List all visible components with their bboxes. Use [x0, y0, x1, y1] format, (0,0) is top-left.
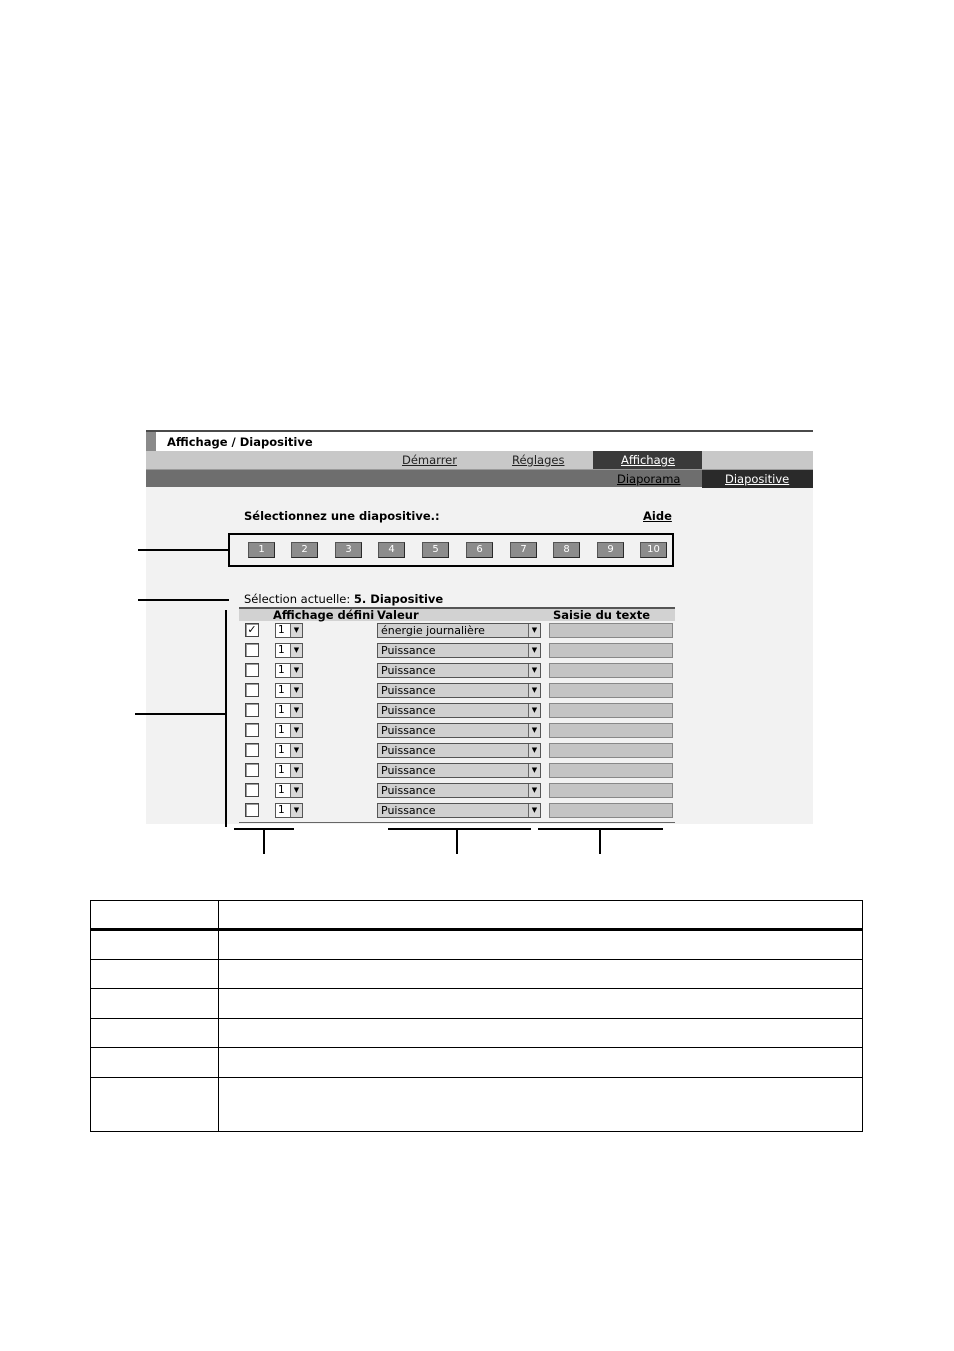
chevron-down-icon: ▼ [528, 804, 540, 817]
header-text: Saisie du texte [553, 608, 651, 622]
table-row [239, 701, 675, 721]
legend-header-rule [91, 928, 862, 931]
display-number-select[interactable] [275, 723, 303, 738]
display-number-select[interactable] [275, 703, 303, 718]
display-number-value: 1 [278, 744, 285, 756]
display-number-select[interactable] [275, 623, 303, 638]
display-number-value: 1 [278, 664, 285, 676]
check-icon: ✓ [247, 623, 257, 636]
current-selection-label: Sélection actuelle: [244, 592, 351, 606]
title-bar [146, 430, 813, 451]
slide-settings-panel [146, 430, 813, 824]
nav-demarrer[interactable]: Démarrer [402, 453, 457, 467]
chevron-down-icon: ▼ [290, 764, 302, 777]
help-link[interactable]: Aide [643, 509, 672, 523]
row-checkbox[interactable] [245, 743, 259, 757]
row-checkbox[interactable] [245, 683, 259, 697]
slide-button-6[interactable]: 6 [466, 542, 493, 558]
chevron-down-icon: ▼ [290, 624, 302, 637]
chevron-down-icon: ▼ [528, 624, 540, 637]
row-checkbox[interactable] [245, 723, 259, 737]
row-checkbox[interactable] [245, 703, 259, 717]
nav-reglages[interactable]: Réglages [512, 453, 565, 467]
nav-affichage[interactable]: Affichage [621, 453, 676, 467]
slide-select-label: Sélectionnez une diapositive.: [244, 509, 440, 523]
display-number-value: 1 [278, 784, 285, 796]
header-display: Affichage défini [273, 608, 375, 622]
title-marker [146, 432, 156, 451]
value-select-value: Puissance [381, 744, 436, 757]
display-number-select[interactable] [275, 763, 303, 778]
row-checkbox[interactable] [245, 783, 259, 797]
display-number-value: 1 [278, 684, 285, 696]
value-select[interactable] [377, 743, 541, 758]
header-value: Valeur [377, 608, 419, 622]
display-number-select[interactable] [275, 803, 303, 818]
table-row [239, 781, 675, 801]
value-select-value: Puissance [381, 684, 436, 697]
value-select-value: Puissance [381, 664, 436, 677]
display-number-select[interactable] [275, 783, 303, 798]
secondary-nav [146, 469, 813, 487]
table-row [239, 661, 675, 681]
display-number-select[interactable] [275, 663, 303, 678]
chevron-down-icon: ▼ [290, 644, 302, 657]
chevron-down-icon: ▼ [528, 664, 540, 677]
page-title: Affichage / Diapositive [167, 435, 313, 449]
row-checkbox[interactable] [245, 763, 259, 777]
value-select-value: énergie journalière [381, 624, 485, 637]
value-select[interactable] [377, 783, 541, 798]
callout-bracket-3 [225, 610, 227, 827]
value-select[interactable] [377, 763, 541, 778]
text-input[interactable] [549, 623, 673, 638]
chevron-down-icon: ▼ [528, 704, 540, 717]
legend-row-rule [91, 1018, 862, 1019]
display-number-value: 1 [278, 644, 285, 656]
table-row [239, 641, 675, 661]
table-row [239, 681, 675, 701]
text-input[interactable] [549, 803, 673, 818]
table-row [239, 721, 675, 741]
callout-line-2 [138, 599, 229, 601]
slide-button-1[interactable]: 1 [248, 542, 275, 558]
row-checkbox[interactable] [245, 803, 259, 817]
chevron-down-icon: ▼ [290, 684, 302, 697]
value-select-value: Puissance [381, 804, 436, 817]
text-input[interactable] [549, 763, 673, 778]
value-select[interactable] [377, 703, 541, 718]
value-select[interactable] [377, 623, 541, 638]
table-row [239, 761, 675, 781]
callout-line-6 [599, 830, 601, 854]
callout-line-4 [263, 830, 265, 854]
chevron-down-icon: ▼ [290, 804, 302, 817]
nav-affichage-active [593, 451, 702, 469]
table-row [239, 801, 675, 821]
slide-button-group [228, 533, 674, 567]
value-select[interactable] [377, 643, 541, 658]
tab-diapositive-active [702, 470, 813, 488]
value-select[interactable] [377, 803, 541, 818]
slide-button-7[interactable]: 7 [510, 542, 537, 558]
text-input[interactable] [549, 683, 673, 698]
chevron-down-icon: ▼ [290, 744, 302, 757]
value-select-value: Puissance [381, 704, 436, 717]
text-input[interactable] [549, 663, 673, 678]
chevron-down-icon: ▼ [528, 744, 540, 757]
slide-button-10[interactable]: 10 [640, 542, 667, 558]
current-selection-value: 5. Diapositive [353, 592, 444, 606]
slide-button-5[interactable]: 5 [422, 542, 449, 558]
chevron-down-icon: ▼ [528, 784, 540, 797]
text-input[interactable] [549, 703, 673, 718]
callout-line-5 [456, 830, 458, 854]
display-number-value: 1 [278, 704, 285, 716]
text-input[interactable] [549, 723, 673, 738]
legend-row-rule [91, 988, 862, 989]
display-number-select[interactable] [275, 683, 303, 698]
value-select-value: Puissance [381, 784, 436, 797]
text-input[interactable] [549, 783, 673, 798]
text-input[interactable] [549, 743, 673, 758]
value-select[interactable] [377, 663, 541, 678]
legend-row-rule [91, 1047, 862, 1048]
row-checkbox[interactable] [245, 663, 259, 677]
chevron-down-icon: ▼ [528, 684, 540, 697]
callout-bracket-5 [388, 828, 531, 830]
callout-line-3 [135, 713, 226, 715]
chevron-down-icon: ▼ [528, 724, 540, 737]
table-row [239, 741, 675, 761]
tab-diaporama[interactable]: Diaporama [617, 472, 681, 486]
chevron-down-icon: ▼ [528, 644, 540, 657]
slide-button-9[interactable]: 9 [597, 542, 624, 558]
legend-row-rule [91, 959, 862, 960]
chevron-down-icon: ▼ [290, 704, 302, 717]
legend-row-rule [91, 1077, 862, 1078]
display-number-value: 1 [278, 764, 285, 776]
value-select[interactable] [377, 723, 541, 738]
value-select-value: Puissance [381, 644, 436, 657]
table-bottom-border [239, 822, 675, 823]
value-select[interactable] [377, 683, 541, 698]
chevron-down-icon: ▼ [528, 764, 540, 777]
slide-button-8[interactable]: 8 [553, 542, 580, 558]
row-checkbox[interactable] [245, 623, 259, 637]
slide-button-2[interactable]: 2 [291, 542, 318, 558]
chevron-down-icon: ▼ [290, 784, 302, 797]
chevron-down-icon: ▼ [290, 664, 302, 677]
value-select-value: Puissance [381, 764, 436, 777]
table-header [239, 607, 675, 621]
value-select-value: Puissance [381, 724, 436, 737]
display-number-value: 1 [278, 724, 285, 736]
display-number-select[interactable] [275, 643, 303, 658]
display-number-value: 1 [278, 624, 285, 636]
chevron-down-icon: ▼ [290, 724, 302, 737]
table-row [239, 621, 675, 641]
primary-nav [146, 451, 813, 469]
display-number-select[interactable] [275, 743, 303, 758]
legend-column-divider [218, 901, 219, 1131]
row-checkbox[interactable] [245, 643, 259, 657]
slide-button-3[interactable]: 3 [335, 542, 362, 558]
legend-table [90, 900, 863, 1132]
callout-line-1 [138, 549, 228, 551]
current-selection [244, 592, 443, 606]
slide-button-4[interactable]: 4 [378, 542, 405, 558]
tab-diapositive[interactable]: Diapositive [725, 472, 790, 486]
text-input[interactable] [549, 643, 673, 658]
display-number-value: 1 [278, 804, 285, 816]
